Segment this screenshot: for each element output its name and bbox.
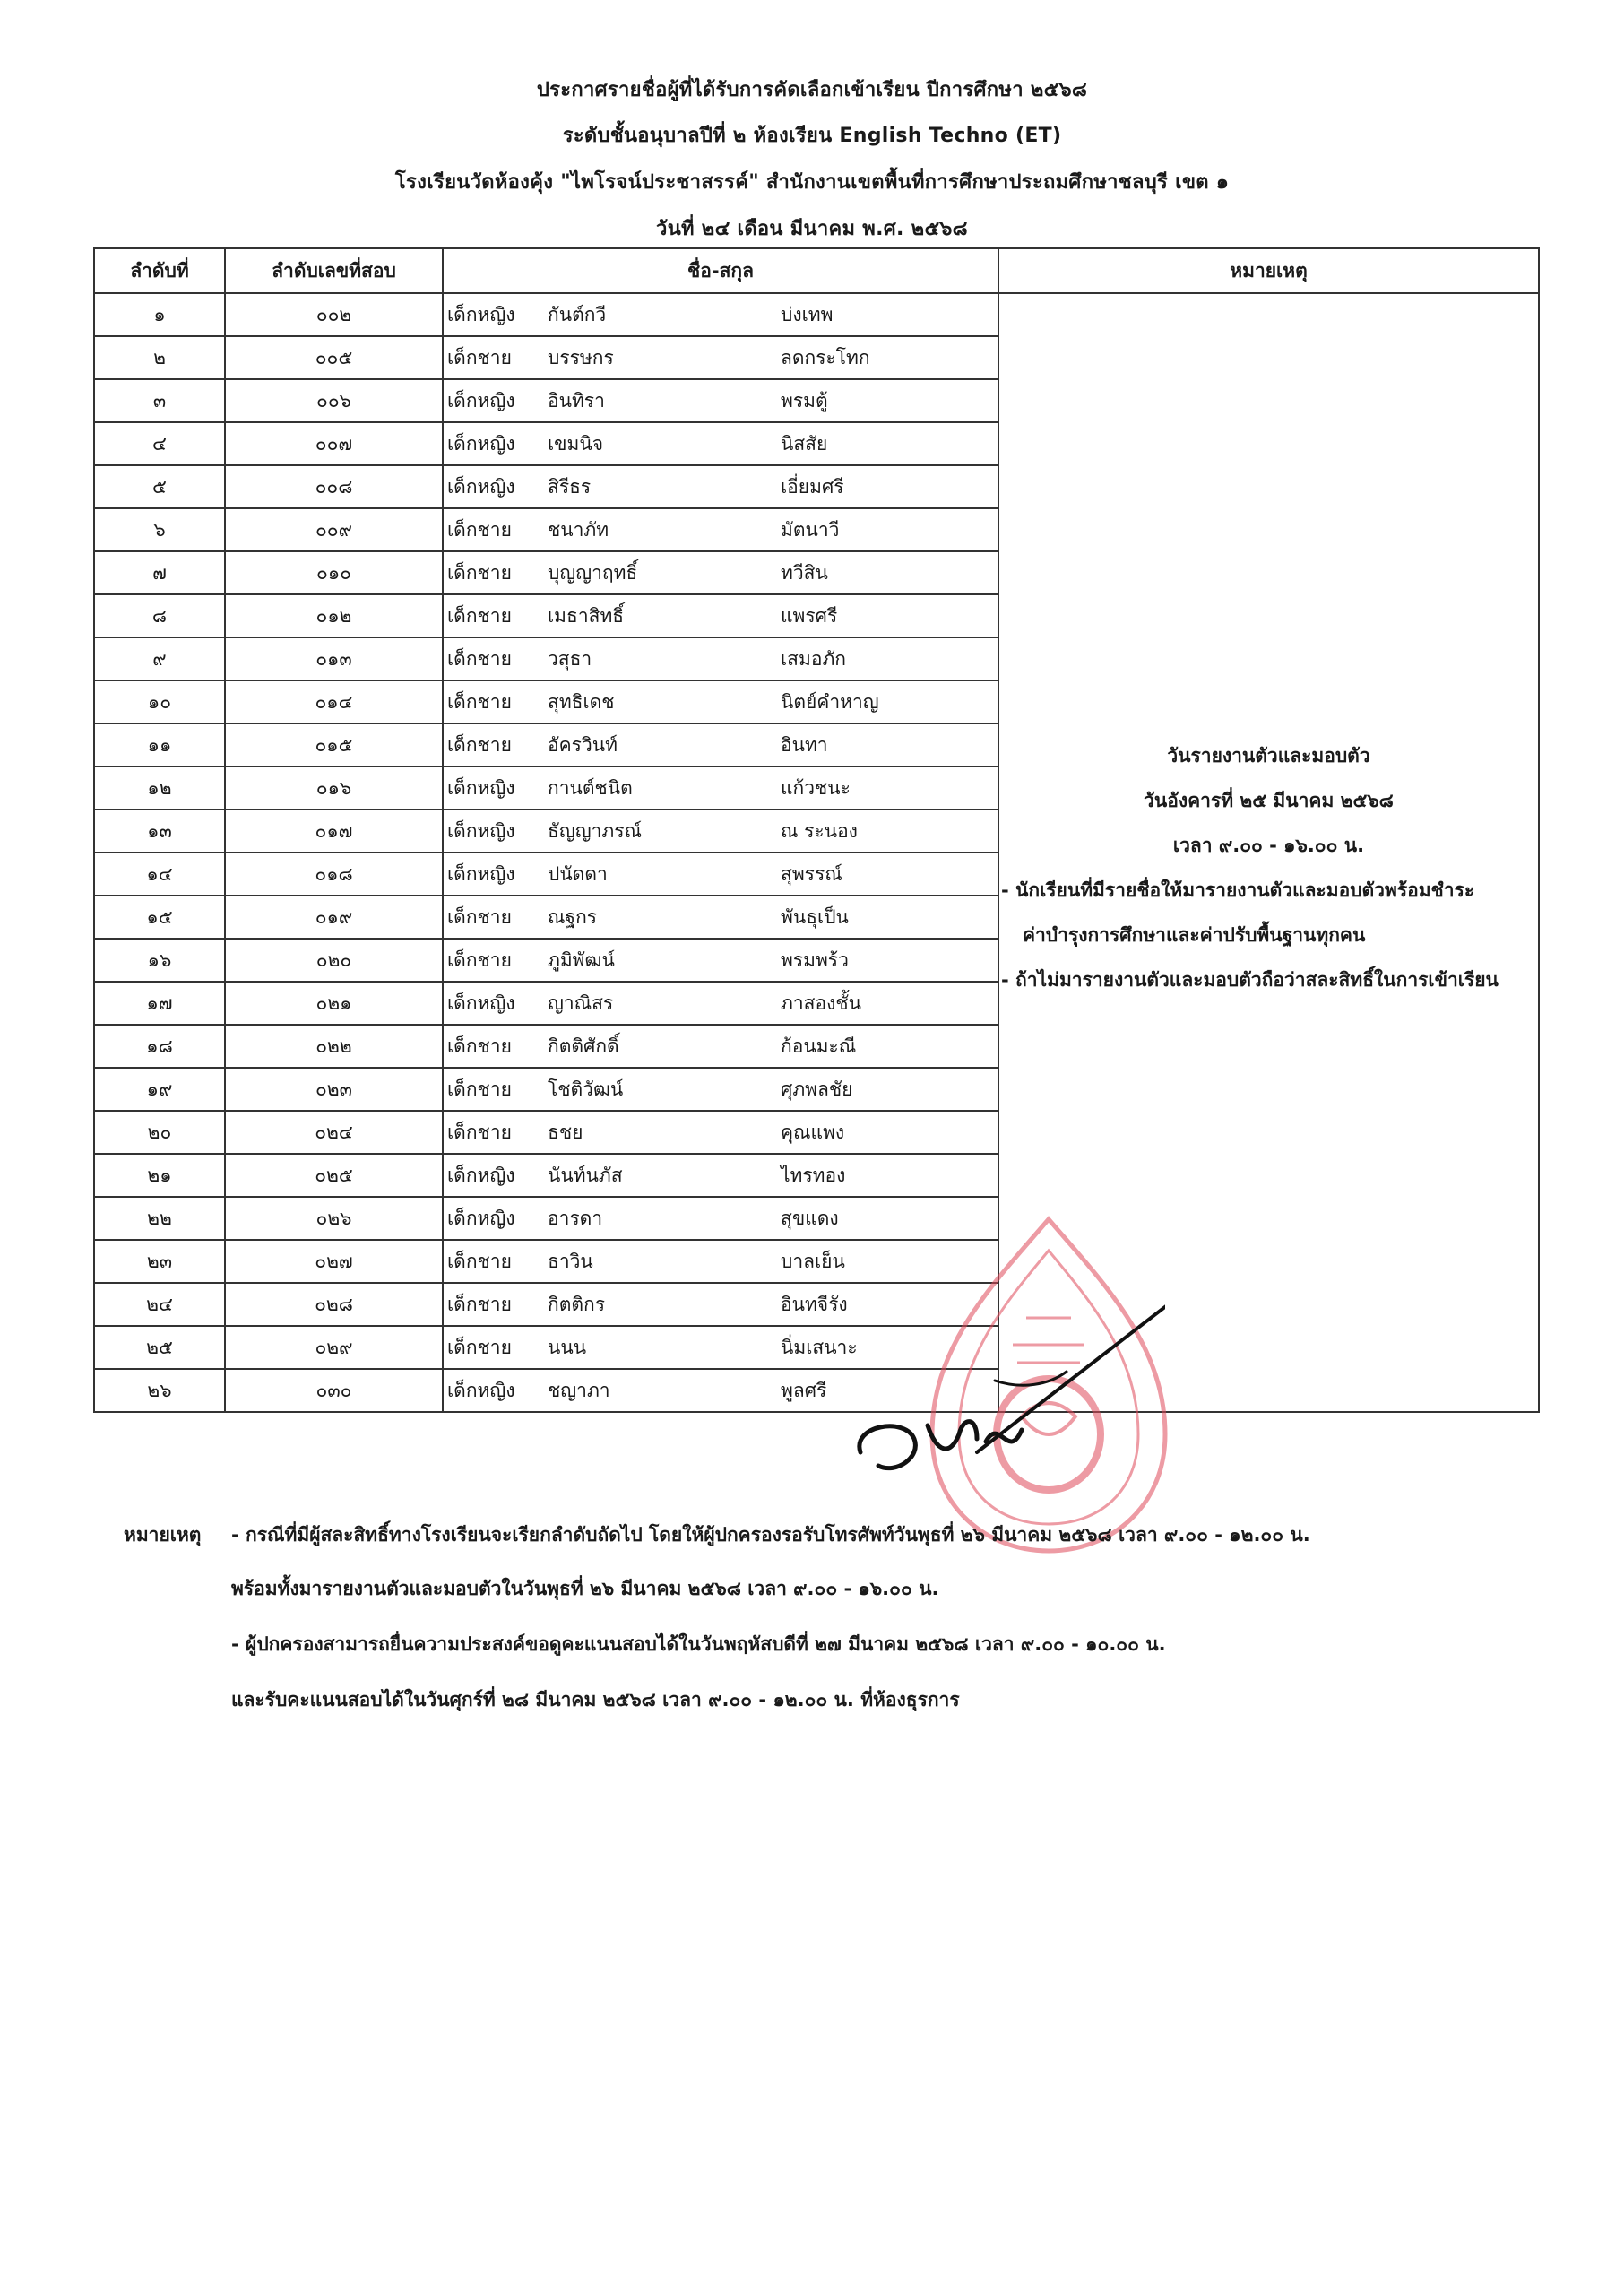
first-name: อินทิรา xyxy=(548,389,605,411)
student-name xyxy=(443,1369,998,1412)
last-name: เอี่ยมศรี xyxy=(781,475,844,498)
name-prefix: เด็กหญิง xyxy=(447,475,515,498)
exam-number: ๐๑๔ xyxy=(225,680,443,723)
header-remark: หมายเหตุ xyxy=(998,248,1539,293)
student-name xyxy=(443,680,998,723)
row-number: ๖ xyxy=(94,508,225,551)
exam-number: ๐๑๒ xyxy=(225,594,443,637)
exam-number: ๐๐๒ xyxy=(225,293,443,336)
exam-number: ๐๒๔ xyxy=(225,1111,443,1154)
last-name: สุขแดง xyxy=(781,1207,839,1229)
student-name xyxy=(443,594,998,637)
last-name: นิสสัย xyxy=(781,432,828,455)
note-line-3: - ผู้ปกครองสามารถยื่นความประสงค์ขอดูคะแนนสอบได้ในวันพฤหัสบดีที่ ๒๗ มีนาคม ๒๕๖๘ เวลา ๙.๐๐ - ๑๐.๐๐ น. xyxy=(231,1633,1166,1655)
exam-number: ๐๑๕ xyxy=(225,723,443,766)
exam-number: ๐๒๙ xyxy=(225,1326,443,1369)
roster-body xyxy=(94,293,1539,1412)
notes-label: หมายเหตุ xyxy=(124,1524,202,1546)
first-name: นนน xyxy=(548,1336,587,1358)
student-name xyxy=(443,422,998,465)
first-name: เขมนิจ xyxy=(548,432,604,455)
name-prefix: เด็กชาย xyxy=(447,733,512,756)
exam-number: ๐๐๕ xyxy=(225,336,443,379)
table-header-row xyxy=(94,248,1539,293)
exam-number: ๐๒๐ xyxy=(225,939,443,982)
name-prefix: เด็กหญิง xyxy=(447,862,515,885)
row-number: ๒๕ xyxy=(94,1326,225,1369)
row-number: ๒๐ xyxy=(94,1111,225,1154)
class-level-line: ระดับชั้นอนุบาลปีที่ ๒ ห้องเรียน English Techno (ET) xyxy=(562,125,1062,147)
name-prefix: เด็กหญิง xyxy=(447,819,515,842)
exam-number: ๐๐๖ xyxy=(225,379,443,422)
last-name: ไทรทอง xyxy=(781,1164,846,1186)
first-name: กันต์กวี xyxy=(548,303,607,325)
last-name: มัตนาวี xyxy=(781,518,840,541)
name-prefix: เด็กชาย xyxy=(447,1293,512,1315)
last-name: อินทจีรัง xyxy=(781,1293,848,1315)
student-name xyxy=(443,982,998,1025)
first-name: ณฐกร xyxy=(548,905,598,928)
student-name xyxy=(443,336,998,379)
first-name: อารดา xyxy=(548,1207,603,1229)
row-number: ๑๖ xyxy=(94,939,225,982)
first-name: นันท์นภัส xyxy=(548,1164,623,1186)
last-name: ลดกระโทก xyxy=(781,346,870,368)
student-name xyxy=(443,766,998,810)
name-prefix: เด็กชาย xyxy=(447,948,512,971)
first-name: กิตติศักดิ์ xyxy=(548,1035,619,1057)
note-line-2: พร้อมทั้งมารายงานตัวและมอบตัวในวันพุธที่ ๒๖ มีนาคม ๒๕๖๘ เวลา ๙.๐๐ - ๑๖.๐๐ น. xyxy=(231,1578,939,1599)
announcement-date: วันที่ ๒๔ เดือน มีนาคม พ.ศ. ๒๕๖๘ xyxy=(656,218,968,240)
last-name: คุณแพง xyxy=(781,1121,845,1143)
name-prefix: เด็กชาย xyxy=(447,604,512,627)
exam-number: ๐๑๘ xyxy=(225,853,443,896)
name-prefix: เด็กหญิง xyxy=(447,1207,515,1229)
last-name: เสมอภัก xyxy=(781,647,847,670)
name-prefix: เด็กชาย xyxy=(447,1078,512,1100)
exam-number: ๐๓๐ xyxy=(225,1369,443,1412)
name-prefix: เด็กหญิง xyxy=(447,776,515,799)
exam-number: ๐๒๓ xyxy=(225,1068,443,1111)
name-prefix: เด็กชาย xyxy=(447,690,512,713)
school-name-line: โรงเรียนวัดห้องคุ้ง "ไพโรจน์ประชาสรรค์" สำนักงานเขตพื้นที่การศึกษาประถมศึกษาชลบุรี เขต ๑ xyxy=(394,171,1230,194)
first-name: ธชย xyxy=(548,1121,583,1143)
student-name xyxy=(443,896,998,939)
student-name xyxy=(443,723,998,766)
note-line-4: และรับคะแนนสอบได้ในวันศุกร์ที่ ๒๘ มีนาคม ๒๕๖๘ เวลา ๙.๐๐ - ๑๒.๐๐ น. ที่ห้องธุรการ xyxy=(231,1689,960,1710)
last-name: ณ ระนอง xyxy=(781,819,858,842)
student-name xyxy=(443,853,998,896)
name-prefix: เด็กชาย xyxy=(447,1250,512,1272)
first-name: กานต์ชนิต xyxy=(548,776,633,799)
student-name xyxy=(443,1111,998,1154)
exam-number: ๐๒๑ xyxy=(225,982,443,1025)
row-number: ๑๙ xyxy=(94,1068,225,1111)
exam-number: ๐๑๓ xyxy=(225,637,443,680)
exam-number: ๐๐๗ xyxy=(225,422,443,465)
remark-block xyxy=(999,733,1538,1002)
first-name: เมธาสิทธิ์ xyxy=(548,604,625,627)
row-number: ๒๖ xyxy=(94,1369,225,1412)
row-number: ๗ xyxy=(94,551,225,594)
row-number: ๒๑ xyxy=(94,1154,225,1197)
last-name: พรมพร้ว xyxy=(781,948,849,971)
name-prefix: เด็กหญิง xyxy=(447,389,515,411)
row-number: ๕ xyxy=(94,465,225,508)
name-prefix: เด็กหญิง xyxy=(447,432,515,455)
exam-number: ๐๑๙ xyxy=(225,896,443,939)
row-number: ๑๕ xyxy=(94,896,225,939)
exam-number: ๐๑๐ xyxy=(225,551,443,594)
exam-number: ๐๒๗ xyxy=(225,1240,443,1283)
first-name: ธาวิน xyxy=(548,1250,593,1272)
remark-title: วันรายงานตัวและมอบตัว xyxy=(1167,745,1370,766)
last-name: พันธุเป็น xyxy=(781,905,849,928)
name-prefix: เด็กชาย xyxy=(447,518,512,541)
last-name: นิตย์คำหาญ xyxy=(781,690,879,713)
first-name: วสุธา xyxy=(548,647,592,670)
table-row xyxy=(94,293,1539,336)
first-name: ภูมิพัฒน์ xyxy=(548,948,615,971)
exam-number: ๐๒๒ xyxy=(225,1025,443,1068)
first-name: ปนัดดา xyxy=(548,862,608,885)
header-no: ลำดับที่ xyxy=(94,248,225,293)
first-name: สิรีธร xyxy=(548,475,592,498)
student-name xyxy=(443,1326,998,1369)
exam-number: ๐๐๘ xyxy=(225,465,443,508)
header-exam-number: ลำดับเลขที่สอบ xyxy=(225,248,443,293)
exam-number: ๐๑๖ xyxy=(225,766,443,810)
student-name xyxy=(443,379,998,422)
remark-cell xyxy=(998,293,1539,1412)
last-name: ก้อนมะณี xyxy=(781,1035,857,1057)
last-name: แก้วชนะ xyxy=(781,776,851,799)
first-name: อัครวินท์ xyxy=(548,733,618,756)
last-name: นิ่มเสนาะ xyxy=(781,1336,858,1358)
exam-number: ๐๑๗ xyxy=(225,810,443,853)
row-number: ๒๒ xyxy=(94,1197,225,1240)
remark-time: เวลา ๙.๐๐ - ๑๖.๐๐ น. xyxy=(1172,835,1365,856)
row-number: ๔ xyxy=(94,422,225,465)
last-name: อินทา xyxy=(781,733,828,756)
student-name xyxy=(443,1283,998,1326)
student-name xyxy=(443,1025,998,1068)
name-prefix: เด็กชาย xyxy=(447,1121,512,1143)
row-number: ๑๘ xyxy=(94,1025,225,1068)
first-name: ธัญญาภรณ์ xyxy=(548,819,642,842)
student-name xyxy=(443,508,998,551)
student-name xyxy=(443,551,998,594)
row-number: ๒ xyxy=(94,336,225,379)
exam-number: ๐๒๘ xyxy=(225,1283,443,1326)
first-name: ญาณิสร xyxy=(548,992,614,1014)
row-number: ๑๗ xyxy=(94,982,225,1025)
last-name: บ่งเทพ xyxy=(781,303,834,325)
first-name: กิตติกร xyxy=(548,1293,605,1315)
student-name xyxy=(443,1068,998,1111)
name-prefix: เด็กชาย xyxy=(447,346,512,368)
name-prefix: เด็กชาย xyxy=(447,561,512,584)
student-name xyxy=(443,1197,998,1240)
exam-number: ๐๐๙ xyxy=(225,508,443,551)
last-name: บาลเย็น xyxy=(781,1250,845,1272)
first-name: บรรษกร xyxy=(548,346,614,368)
row-number: ๓ xyxy=(94,379,225,422)
student-name xyxy=(443,637,998,680)
row-number: ๑๓ xyxy=(94,810,225,853)
row-number: ๒๓ xyxy=(94,1240,225,1283)
exam-number: ๐๒๖ xyxy=(225,1197,443,1240)
row-number: ๘ xyxy=(94,594,225,637)
student-roster-table xyxy=(93,247,1540,1413)
student-name xyxy=(443,293,998,336)
student-name xyxy=(443,1240,998,1283)
row-number: ๑ xyxy=(94,293,225,336)
row-number: ๑๒ xyxy=(94,766,225,810)
header-name: ชื่อ-สกุล xyxy=(443,248,998,293)
name-prefix: เด็กหญิง xyxy=(447,303,515,325)
name-prefix: เด็กหญิง xyxy=(447,1379,515,1401)
row-number: ๙ xyxy=(94,637,225,680)
exam-number: ๐๒๕ xyxy=(225,1154,443,1197)
last-name: พรมตู้ xyxy=(781,389,828,411)
first-name: บุญญาฤทธิ์ xyxy=(548,561,638,584)
last-name: ภาสองชั้น xyxy=(781,992,861,1014)
last-name: ทวีสิน xyxy=(781,561,828,584)
name-prefix: เด็กชาย xyxy=(447,1035,512,1057)
name-prefix: เด็กชาย xyxy=(447,905,512,928)
student-name xyxy=(443,939,998,982)
student-name xyxy=(443,810,998,853)
note-line-1: - กรณีที่มีผู้สละสิทธิ์ทางโรงเรียนจะเรียกลำดับถัดไป โดยให้ผู้ปกครองรอรับโทรศัพท์วันพุธที่ ๒๖ มีนาคม ๒๕๖๘ เวลา ๙.๐๐ - ๑๒.๐๐ น. xyxy=(231,1524,1310,1546)
student-name xyxy=(443,1154,998,1197)
first-name: ชญาภา xyxy=(548,1379,610,1401)
last-name: ศุภพลชัย xyxy=(781,1078,853,1100)
row-number: ๒๔ xyxy=(94,1283,225,1326)
row-number: ๑๑ xyxy=(94,723,225,766)
student-name xyxy=(443,465,998,508)
remark-bullet-2: - ถ้าไม่มารายงานตัวและมอบตัวถือว่าสละสิทธิ์ในการเข้าเรียน xyxy=(1001,969,1499,991)
name-prefix: เด็กชาย xyxy=(447,1336,512,1358)
last-name: แพรศรี xyxy=(781,604,838,627)
first-name: โชติวัฒน์ xyxy=(548,1078,624,1100)
name-prefix: เด็กชาย xyxy=(447,647,512,670)
first-name: สุทธิเดช xyxy=(548,690,615,713)
row-number: ๑๔ xyxy=(94,853,225,896)
name-prefix: เด็กหญิง xyxy=(447,1164,515,1186)
remark-bullet-1-cont: ค่าบำรุงการศึกษาและค่าปรับพื้นฐานทุกคน xyxy=(1023,924,1366,946)
row-number: ๑๐ xyxy=(94,680,225,723)
remark-date: วันอังคารที่ ๒๕ มีนาคม ๒๕๖๘ xyxy=(1144,790,1394,811)
announcement-title: ประกาศรายชื่อผู้ที่ได้รับการคัดเลือกเข้าเรียน ปีการศึกษา ๒๕๖๘ xyxy=(536,79,1088,101)
last-name: พูลศรี xyxy=(781,1379,827,1401)
remark-bullet-1: - นักเรียนที่มีรายชื่อให้มารายงานตัวและมอบตัวพร้อมชำระ xyxy=(1001,879,1475,901)
first-name: ชนาภัท xyxy=(548,518,609,541)
last-name: สุพรรณ์ xyxy=(781,862,842,885)
name-prefix: เด็กหญิง xyxy=(447,992,515,1014)
